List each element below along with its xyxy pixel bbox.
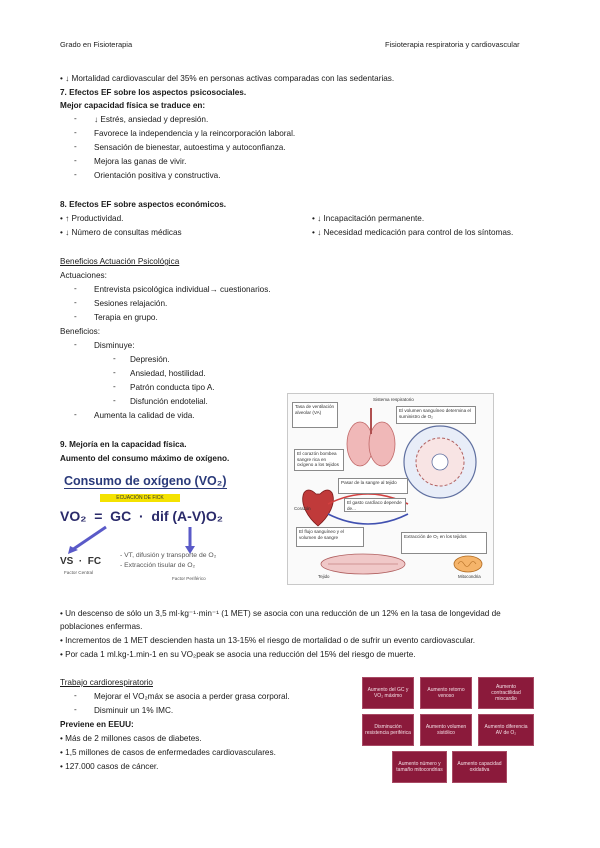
dash: -: [74, 298, 77, 307]
lung-right: [369, 422, 395, 466]
list-item: Disminuir un 1% IMC.: [94, 706, 174, 715]
diagram-box-5: El gasto cardíaco depende de...: [344, 498, 406, 512]
diagram-box-4: Pasar de la sangre al tejido: [338, 478, 408, 494]
para-vo2peak: • Por cada 1 ml.kg-1.min-1 en su VO₂peak se asocia una reducción del 15% del riesgo de muerte.: [60, 650, 416, 659]
psico-title: Beneficios Actuación Psicológica: [60, 257, 180, 266]
diagram-box-3: El corazón bombea sangre rica en oxígeno a los tejidos: [294, 449, 344, 471]
dash: -: [74, 114, 77, 123]
intro-line: • ↓ Mortalidad cardiovascular del 35% en personas activas comparadas con las sedentarias.: [60, 74, 395, 83]
list-item: • ↓ Número de consultas médicas: [60, 228, 182, 237]
label-tissue: Tejido: [318, 574, 330, 579]
factor-central: Factor Central: [64, 570, 94, 575]
tile-gc-vo2: Aumento del GC y VO₂ máximo: [362, 677, 414, 709]
list-item: • 127.000 casos de cáncer.: [60, 762, 159, 771]
list-item: Entrevista psicológica individual→ cuestionarios.: [94, 285, 271, 294]
list-item: Mejorar el VO₂máx se asocia a perder grasa corporal.: [94, 692, 290, 701]
list-item: ↓ Estrés, ansiedad y depresión.: [94, 115, 209, 124]
vo2-title: Consumo de oxígeno (VO₂): [64, 474, 227, 488]
tile-retorno-venoso: Aumento retorno venoso: [420, 677, 472, 709]
tile-mitocondrias: Aumento número y tamaño mitocondrias: [392, 751, 447, 783]
peripheral-1: - VT, difusión y transporte de O₂: [120, 552, 217, 559]
tile-contractilidad: Aumento contractilidad miocardio: [478, 677, 534, 709]
diagram-box-7: Extracción de O₂ en los tejidos: [401, 532, 487, 554]
alveolus-core: [432, 454, 448, 470]
dash: -: [74, 410, 77, 419]
list-item: Patrón conducta tipo A.: [130, 383, 215, 392]
list-item: Mejora las ganas de vivir.: [94, 157, 187, 166]
fick-badge: ECUACIÓN DE FICK: [100, 494, 180, 502]
vein: [328, 514, 408, 524]
list-item: Disfunción endotelial.: [130, 397, 208, 406]
physiology-diagram: [287, 393, 494, 585]
list-item: • ↓ Necesidad medicación para control de los síntomas.: [312, 228, 514, 237]
list-item: • ↑ Productividad.: [60, 214, 124, 223]
list-item: Orientación positiva y constructiva.: [94, 171, 221, 180]
arrow-central: [72, 527, 106, 550]
label-heart: Corazón: [294, 506, 311, 511]
list-item: Aumenta la calidad de vida.: [94, 411, 195, 420]
sec9-title: 9. Mejoría en la capacidad física.: [60, 440, 187, 449]
dash: -: [113, 382, 116, 391]
dash: -: [74, 142, 77, 151]
dash: -: [74, 170, 77, 179]
diagram-box-1: Tasa de ventilación alveolar (VA): [292, 402, 338, 428]
tile-capacidad-oxidativa: Aumento capacidad oxidativa: [452, 751, 507, 783]
header-right: Fisioterapia respiratoria y cardiovascular: [385, 40, 520, 49]
sec7-title: 7. Efectos EF sobre los aspectos psicosociales.: [60, 88, 247, 97]
sec8-title: 8. Efectos EF sobre aspectos económicos.: [60, 200, 227, 209]
para-met-risk: • Incrementos de 1 MET descienden hasta un 13-15% el riesgo de mortalidad o de sufrir un evento cardiovascular.: [60, 636, 476, 645]
fick-equation: VO₂ = GC · dif (A-V)O₂: [60, 508, 223, 524]
dash: -: [113, 368, 116, 377]
list-item: Depresión.: [130, 355, 170, 364]
diagram-box-2: El volumen sanguíneo determina el suministro de O₂: [396, 406, 476, 424]
equation-arrows: [60, 524, 280, 554]
sec7-lead: Mejor capacidad física se traduce en:: [60, 101, 206, 110]
dash: -: [113, 354, 116, 363]
dash: -: [74, 705, 77, 714]
label-mitochondria: Mitocondria: [458, 574, 481, 579]
list-item: Sensación de bienestar, autoestima y autoconfianza.: [94, 143, 286, 152]
actuaciones-label: Actuaciones:: [60, 271, 107, 280]
factor-periferico: Factor Periférico: [172, 576, 206, 581]
top-label: Sistema respiratorio: [373, 397, 414, 402]
previene-label: Previene en EEUU:: [60, 720, 134, 729]
disminuye-label: Disminuye:: [94, 341, 135, 350]
list-item: Ansiedad, hostilidad.: [130, 369, 206, 378]
diagram-box-6: El flujo sanguíneo y el volumen de sangre: [296, 527, 364, 547]
para-met: • Un descenso de sólo un 3,5 ml·kg⁻¹·min⁻¹ (1 MET) se asocia con una reducción de un 12% en la tasa de longevidad de: [60, 609, 501, 618]
dash: -: [74, 312, 77, 321]
dash: -: [74, 128, 77, 137]
list-item: Favorece la independencia y la reincorporación laboral.: [94, 129, 296, 138]
para-met-cont: poblaciones enfermas.: [60, 622, 143, 631]
tile-resistencia: Disminución resistencia periférica: [362, 714, 414, 746]
list-item: Sesiones relajación.: [94, 299, 168, 308]
header-left: Grado en Fisioterapia: [60, 40, 133, 49]
dash: -: [113, 396, 116, 405]
dash: -: [74, 691, 77, 700]
list-item: Terapia en grupo.: [94, 313, 158, 322]
list-item: • 1,5 millones de casos de enfermedades cardiovasculares.: [60, 748, 276, 757]
vo2-figure: [60, 472, 280, 592]
list-item: • ↓ Incapacitación permanente.: [312, 214, 425, 223]
dash: -: [74, 340, 77, 349]
beneficios-label: Beneficios:: [60, 327, 101, 336]
dash: -: [74, 156, 77, 165]
dash: -: [74, 284, 77, 293]
tile-diferencia-av: Aumento diferencia AV de O₂: [478, 714, 534, 746]
peripheral-2: - Extracción tisular de O₂: [120, 562, 196, 569]
tile-volumen-sistolico: Aumento volumen sistólico: [420, 714, 472, 746]
vs-fc: VS · FC: [60, 556, 102, 567]
sec9-subtitle: Aumento del consumo máximo de oxígeno.: [60, 454, 230, 463]
list-item: • Más de 2 millones casos de diabetes.: [60, 734, 202, 743]
trabajo-title: Trabajo cardiorespiratorio: [60, 678, 153, 687]
